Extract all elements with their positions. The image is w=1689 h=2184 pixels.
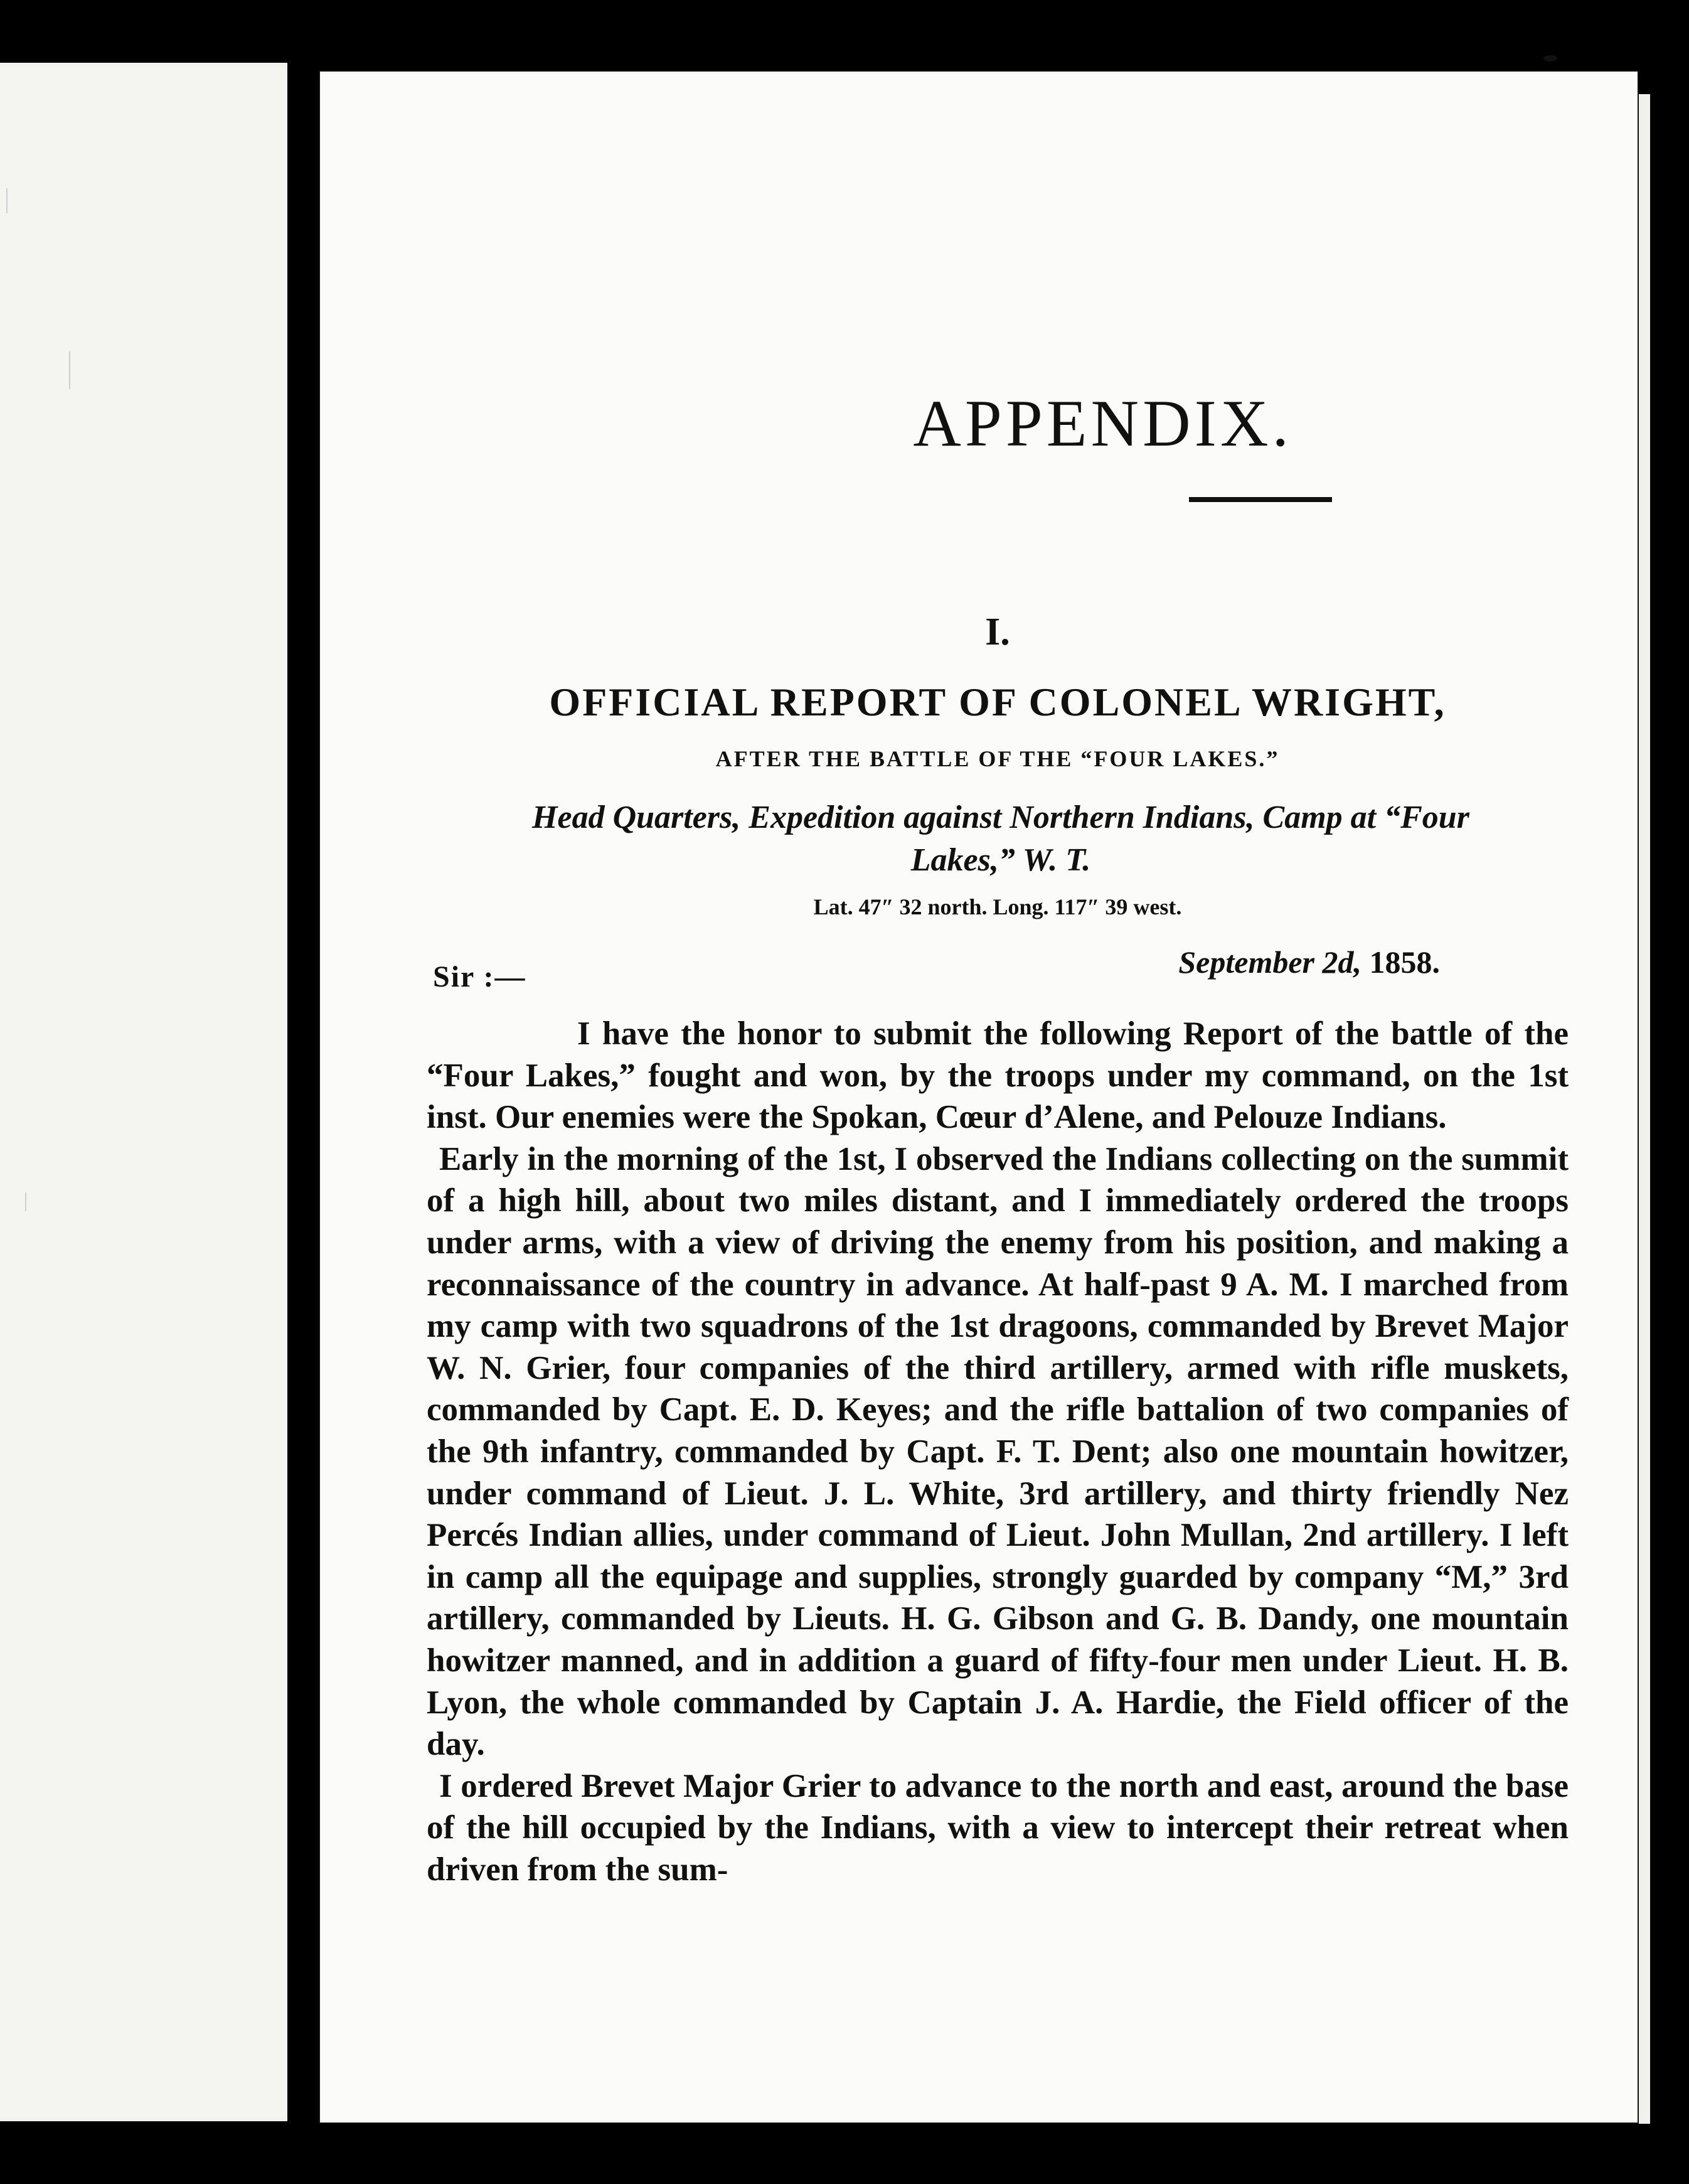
lat-long-line: Lat. 47″ 32 north. Long. 117″ 39 west. xyxy=(813,894,1182,919)
report-title: OFFICIAL REPORT OF COLONEL WRIGHT, xyxy=(549,680,1446,724)
date-year: 1858. xyxy=(1361,945,1440,980)
paragraph: Early in the morning of the 1st, I observed the Indians collecting on the summit of a high hill, about two miles distant, and I immediately ordered the troops under arms, with a view of driving the enemy from his position, and making a reconnaissance of the country in advance. At half-past 9 A. M. I marched from my camp with two squadrons of the 1st dragoons, commanded by Brevet Major W. N. Grier, four companies of the third artillery, armed with rifle muskets, commanded by Capt. E. D. Keyes; and the rifle battalion of two companies of the 9th infantry, commanded by Capt. F. T. Dent; also one mountain howitzer, under command of Lieut. J. L. White, 3rd artillery, and thirty friendly Nez Percés Indian allies, under command of Lieut. John Mullan, 2nd artillery. I left in camp all the equipage and supplies, strongly guarded by company “M,” 3rd artillery, commanded by Lieuts. H. G. Gibson and G. B. Dandy, one mountain howitzer manned, and in addition a guard of fifty-four men under Lieut. H. B. Lyon, the whole commanded by Captain J. A. Hardie, the Field officer of the day. xyxy=(427,1140,1569,1763)
section-number: I. xyxy=(985,611,1010,653)
date-month-day: September 2d, xyxy=(1178,945,1361,980)
title-rule xyxy=(1189,497,1332,502)
report-subtitle: AFTER THE BATTLE OF THE “FOUR LAKES.” xyxy=(715,746,1280,771)
salutation: Sir :— xyxy=(433,960,526,993)
scan-speck xyxy=(1543,55,1557,62)
paragraph: I ordered Brevet Major Grier to advance to the north and east, around the base of the hill occupied by the Indians, with a view to intercept their retreat when driven from the sum- xyxy=(427,1767,1569,1888)
scan-mark xyxy=(25,1192,26,1211)
report-date xyxy=(427,944,1440,980)
scan-mark xyxy=(6,188,8,213)
report-body xyxy=(427,1013,1569,1890)
paragraph: I have the honor to submit the following Report of the battle of the “Four Lakes,” fought and won, by the troops under my command, on the 1st inst. Our enemies were the Spokan, Cœur d’Alene, and Pelouze Indians. xyxy=(427,1015,1569,1136)
left-page xyxy=(0,63,287,2121)
appendix-title: APPENDIX. xyxy=(913,387,1292,460)
document-page xyxy=(319,70,1639,2124)
headquarters-line: Head Quarters, Expedition against Northern Indians, Camp at “Four Lakes,” W. T. xyxy=(532,800,1469,878)
scan-mark xyxy=(69,351,70,389)
